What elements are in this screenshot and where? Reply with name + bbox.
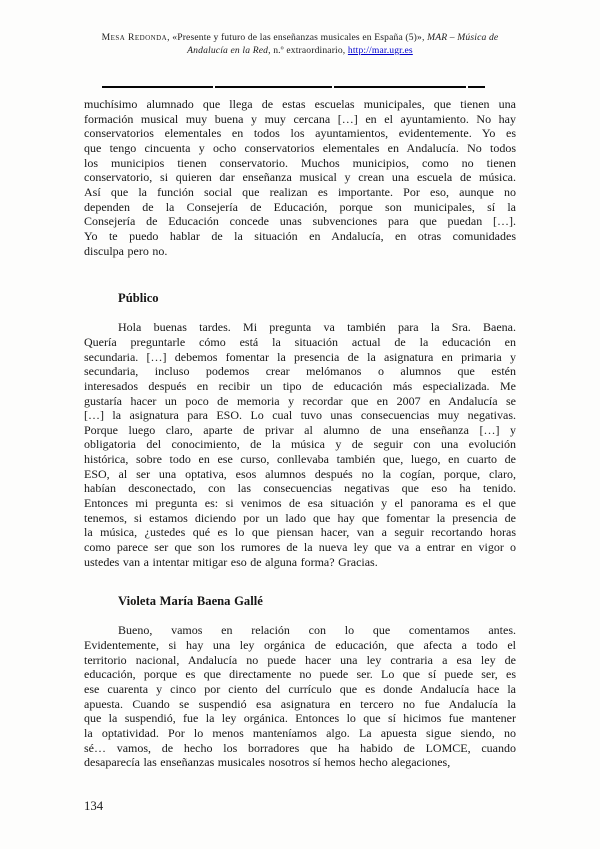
- journal-url-link[interactable]: http://mar.ugr.es: [347, 45, 413, 56]
- text-line: disculpa pero no.: [84, 243, 168, 258]
- header-journal-name-part2: Andalucía en la Red: [187, 45, 269, 56]
- text-line: que tengo cincuenta y ocho conservatorios elementales en Andalucía. No todos: [84, 140, 516, 155]
- text-line: formación musical muy buena y muy cercana […] en el ayuntamiento. No hay: [84, 111, 516, 126]
- text-line: Evidentemente, si hay una ley orgánica de educación, que afecta a todo el: [84, 638, 516, 653]
- text-line: obligatoria del conocimiento, de la música y de seguir con una evolución: [84, 437, 516, 452]
- text-line: desaparecía las enseñanzas musicales nosotros sí hemos hecho alegaciones,: [84, 755, 451, 770]
- text-line: Hola buenas tardes. Mi pregunta va también para la Sra. Baena.: [118, 320, 516, 335]
- paragraph-baena-response: [84, 623, 516, 770]
- text-line: interesados después en recibir un tipo de educación más especializada. Me: [84, 378, 516, 393]
- text-line: conservatorio, si quieren dar enseñanza musical y crean una escuela de música.: [84, 170, 516, 185]
- header-series-title: Mesa Redonda: [101, 32, 168, 43]
- text-line: apuesta. Cuando se suspendió esa asignatura en tercero no fue Andalucía la: [84, 696, 516, 711]
- text-line: ESO, al ser una optativa, esos alumnos después no la cogían, porque, claro,: [84, 466, 516, 481]
- text-line: la optatividad. Por lo menos manteníamos algo. La apuesta sigue siendo, no: [84, 725, 516, 740]
- text-line: Quería preguntarle cómo está la situación actual de la educación en: [84, 334, 516, 349]
- text-line: Consejería de Educación concede unas subvenciones para que puedan […].: [84, 214, 516, 229]
- header-divider-rule: [102, 86, 485, 88]
- header-journal-name-part1: MAR – Música de: [427, 32, 499, 43]
- rule-segment: [468, 86, 485, 88]
- text-line: tenemos, si estamos diciendo por un lado que hay que fomentar la presencia de: [84, 510, 516, 525]
- text-line: Así que la función social que realizan es importante. Por eso, aunque no: [84, 184, 516, 199]
- text-line: territorio nacional, Andalucía no puede hacer una ley contraria a esa ley de: [84, 652, 516, 667]
- paragraph-audience-question: [84, 320, 516, 569]
- text-line: dependen de la Consejería de Educación, porque son municipales, sí la: [84, 199, 516, 214]
- text-line: ustedes van a intentar mitigar eso de alguna forma? Gracias.: [84, 554, 378, 569]
- text-line: sé… vamos, de hecho los borradores que ha habido de LOMCE, cuando: [84, 740, 516, 755]
- rule-segment: [102, 86, 213, 88]
- text-line: secundaria, incluso podemos crear melómanos o alumnos que estén: [84, 364, 516, 379]
- rule-segment: [215, 86, 332, 88]
- text-line: que la suspendió, fue la ley orgánica. Entonces lo que sí hicimos fue mantener: [84, 711, 516, 726]
- header-article-title: , «Presente y futuro de las enseñanzas musicales en España (5)»,: [167, 32, 428, 43]
- header-line-2: [60, 44, 540, 57]
- text-line: histórica, sobre todo en ese curso, conllevaba también que, luego, en cuarto de: [84, 452, 516, 467]
- main-text: [84, 97, 516, 770]
- running-header: [60, 31, 540, 57]
- speaker-heading-violeta-baena: Violeta María Baena Gallé: [118, 594, 263, 609]
- text-line: habían desconectado, con las consecuencias negativas que eso ha tenido.: [84, 481, 516, 496]
- text-line: Yo te puedo hablar de la situación en Andalucía, en otras comunidades: [84, 228, 516, 243]
- rule-segment: [334, 86, 466, 88]
- text-line: gustaría hacer un poco de memoria y recordar que en 2007 en Andalucía se: [84, 393, 516, 408]
- text-line: Bueno, vamos en relación con lo que comentamos antes.: [118, 623, 516, 638]
- header-issue-info: , n.º extraordinario,: [268, 45, 348, 56]
- text-line: conservatorios elementales en todos los ayuntamientos, evidentemente. Yo es: [84, 126, 516, 141]
- paragraph-continuation: [84, 97, 516, 258]
- text-line: la música, ¿ustedes qué es lo que piensan hacer, van a seguir recortando horas: [84, 525, 516, 540]
- text-line: Porque luego claro, aparte de privar al alumno de una enseñanza […] y: [84, 422, 516, 437]
- text-line: secundaria. […] debemos fomentar la presencia de la asignatura en primaria y: [84, 349, 516, 364]
- header-line-1: [60, 31, 540, 44]
- text-line: los municipios tienen conservatorio. Muchos municipios, como no tienen: [84, 155, 516, 170]
- text-line: ese cuarenta y cinco por ciento del currículo que es donde Andalucía hace la: [84, 682, 516, 696]
- text-line: muchísimo alumnado que llega de estas escuelas municipales, que tienen una: [84, 97, 516, 111]
- speaker-heading-publico: Público: [118, 291, 159, 306]
- page-number: 134: [84, 799, 104, 813]
- text-line: […] la asignatura para ESO. Lo cual tuvo unas consecuencias muy negativas.: [84, 408, 516, 423]
- text-line: Entonces mi pregunta es: si venimos de esa situación y el panorama es el que: [84, 496, 516, 511]
- text-line: educación, porque es que directamente no puede ser. Lo que sí puede ser, es: [84, 667, 516, 682]
- text-line: como parece ser que son los rumores de la nueva ley que va a entrar en vigor o: [84, 540, 516, 555]
